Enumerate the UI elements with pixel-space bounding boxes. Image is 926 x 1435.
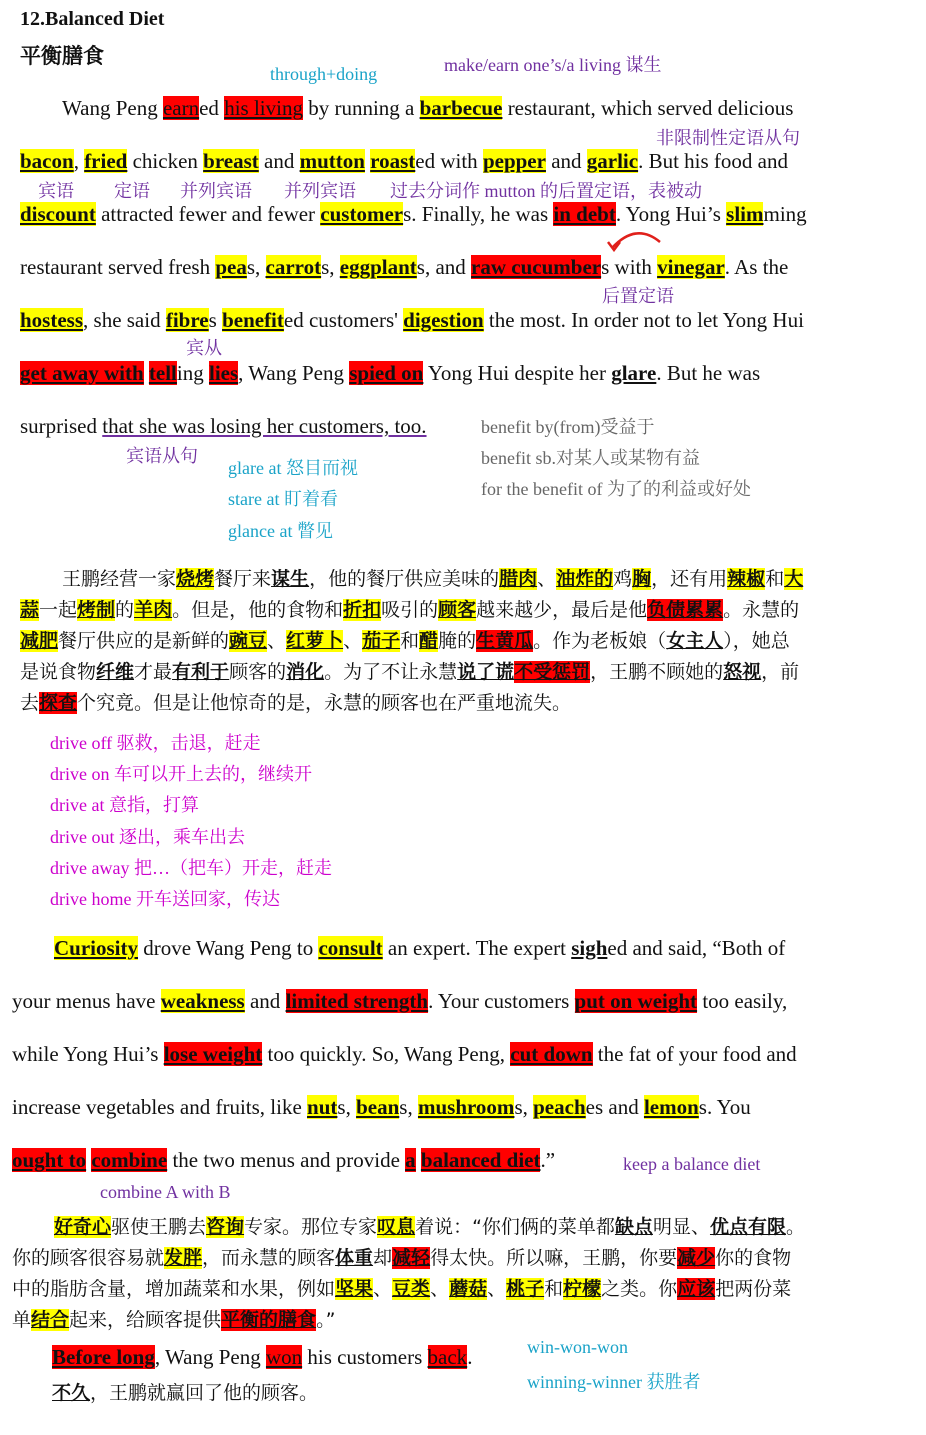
note-benefit-by: benefit by(from)受益于 bbox=[481, 417, 655, 437]
note-obj: 宾语 bbox=[38, 181, 74, 201]
cn2-line-3: 中的脂肪含量，增加蔬菜和水果，例如坚果、豆类、蘑菇、桃子和柠檬之类。你应该把两份菜 bbox=[12, 1278, 792, 1300]
p1-line-3: discount attracted fewer and fewer customers. Finally, he was in debt. Yong Hui’s slimming bbox=[20, 202, 807, 226]
p1-line-2: bacon, fried chicken breast and mutton roasted with pepper and garlic. But his food and bbox=[20, 149, 788, 173]
page-title: 12.Balanced Diet bbox=[20, 8, 165, 30]
p2-line-4: increase vegetables and fruits, like nuts, beans, mushrooms, peaches and lemons. You bbox=[12, 1095, 751, 1119]
note-obj-clause: 宾语从句 bbox=[126, 446, 198, 466]
p1-line-4: restaurant served fresh peas, carrots, eggplants, and raw cucumbers with vinegar. As the bbox=[20, 255, 789, 279]
cn1-line-5: 去探查个究竟。但是让他惊奇的是，永慧的顾客也在严重地流失。 bbox=[20, 692, 572, 714]
drive-note-3: drive at 意指，打算 bbox=[50, 795, 199, 815]
note-make-living: make/earn one’s/a living 谋生 bbox=[444, 55, 662, 75]
note-combine-ab: combine A with B bbox=[100, 1182, 231, 1202]
p2-line-5: ought to combine the two menus and provide a balanced diet.” bbox=[12, 1148, 556, 1172]
drive-note-1: drive off 驱救，击退，赶走 bbox=[50, 733, 261, 753]
p1-line-5: hostess, she said fibres benefited customers' digestion the most. In order not to let Yong Hui bbox=[20, 308, 804, 332]
note-nonrestrictive: 非限制性定语从句 bbox=[656, 128, 800, 148]
drive-note-2: drive on 车可以开上去的，继续开 bbox=[50, 764, 312, 784]
p2-line-1: Curiosity drove Wang Peng to consult an expert. The expert sighed and said, “Both of bbox=[54, 936, 786, 960]
note-parallel-1: 并列宾语 bbox=[180, 181, 252, 201]
note-parallel-2: 并列宾语 bbox=[284, 181, 356, 201]
p2-line-2: your menus have weakness and limited strength. Your customers put on weight too easily, bbox=[12, 989, 788, 1013]
note-winning: winning-winner 获胜者 bbox=[527, 1372, 701, 1392]
cn2-line-4: 单结合起来，给顾客提供平衡的膳食。” bbox=[12, 1309, 336, 1331]
cn1-line-2: 蒜一起烤制的羊肉。但是，他的食物和折扣吸引的顾客越来越少，最后是他负债累累。永慧的 bbox=[20, 599, 800, 621]
cn2-line-2: 你的顾客很容易就发胖，而永慧的顾客体重却减轻得太快。所以嘛，王鹏，你要减少你的食物 bbox=[12, 1247, 792, 1269]
p3-cn-line: 不久，王鹏就赢回了他的顾客。 bbox=[52, 1382, 319, 1404]
p1-line-1: Wang Peng earned his living by running a barbecue restaurant, which served delicious bbox=[62, 96, 794, 120]
arrow-icon bbox=[606, 226, 666, 252]
cn1-line-1: 王鹏经营一家烧烤餐厅来谋生，他的餐厅供应美味的腊肉、油炸的鸡胸，还有用辣椒和大 bbox=[62, 568, 804, 590]
note-glare-at: glare at 怒目而视 bbox=[228, 458, 358, 478]
note-win-won: win-won-won bbox=[527, 1337, 628, 1357]
p1-line-6: get away with telling lies, Wang Peng spied on Yong Hui despite her glare. But he was bbox=[20, 361, 761, 385]
note-keep-balance: keep a balance diet bbox=[623, 1154, 761, 1174]
note-glance-at: glance at 瞥见 bbox=[228, 521, 333, 541]
p2-line-3: while Yong Hui’s lose weight too quickly. So, Wang Peng, cut down the fat of your food and bbox=[12, 1042, 797, 1066]
cn1-line-4: 是说食物纤维才最有利于顾客的消化。为了不让永慧说了谎不受惩罚，王鹏不顾她的怒视，前 bbox=[20, 661, 800, 683]
p1-line-7: surprised that she was losing her customers, too. bbox=[20, 414, 427, 438]
drive-note-5: drive away 把…（把车）开走，赶走 bbox=[50, 858, 332, 878]
note-past-participle: 过去分词作 mutton 的后置定语，表被动 bbox=[390, 181, 703, 201]
page-subtitle: 平衡膳食 bbox=[20, 44, 104, 68]
p3-line-1: Before long, Wang Peng won his customers back. bbox=[52, 1345, 473, 1369]
note-stare-at: stare at 盯着看 bbox=[228, 489, 338, 509]
note-attr: 定语 bbox=[114, 181, 150, 201]
note-for-benefit: for the benefit of 为了的利益或好处 bbox=[481, 479, 751, 499]
note-through-doing: through+doing bbox=[270, 64, 378, 84]
cn2-line-1: 好奇心驱使王鹏去咨询专家。那位专家叹息着说：“你们俩的菜单都缺点明显、优点有限。 bbox=[54, 1216, 805, 1238]
note-post-attr: 后置定语 bbox=[602, 286, 674, 306]
note-benefit-sb: benefit sb.对某人或某物有益 bbox=[481, 448, 700, 468]
note-obj-from: 宾从 bbox=[186, 338, 222, 358]
drive-note-4: drive out 逐出，乘车出去 bbox=[50, 827, 245, 847]
cn1-line-3: 减肥餐厅供应的是新鲜的豌豆、红萝卜、茄子和醋腌的生黄瓜。作为老板娘（女主人），她总 bbox=[20, 630, 790, 652]
drive-note-6: drive home 开车送回家，传达 bbox=[50, 889, 280, 909]
